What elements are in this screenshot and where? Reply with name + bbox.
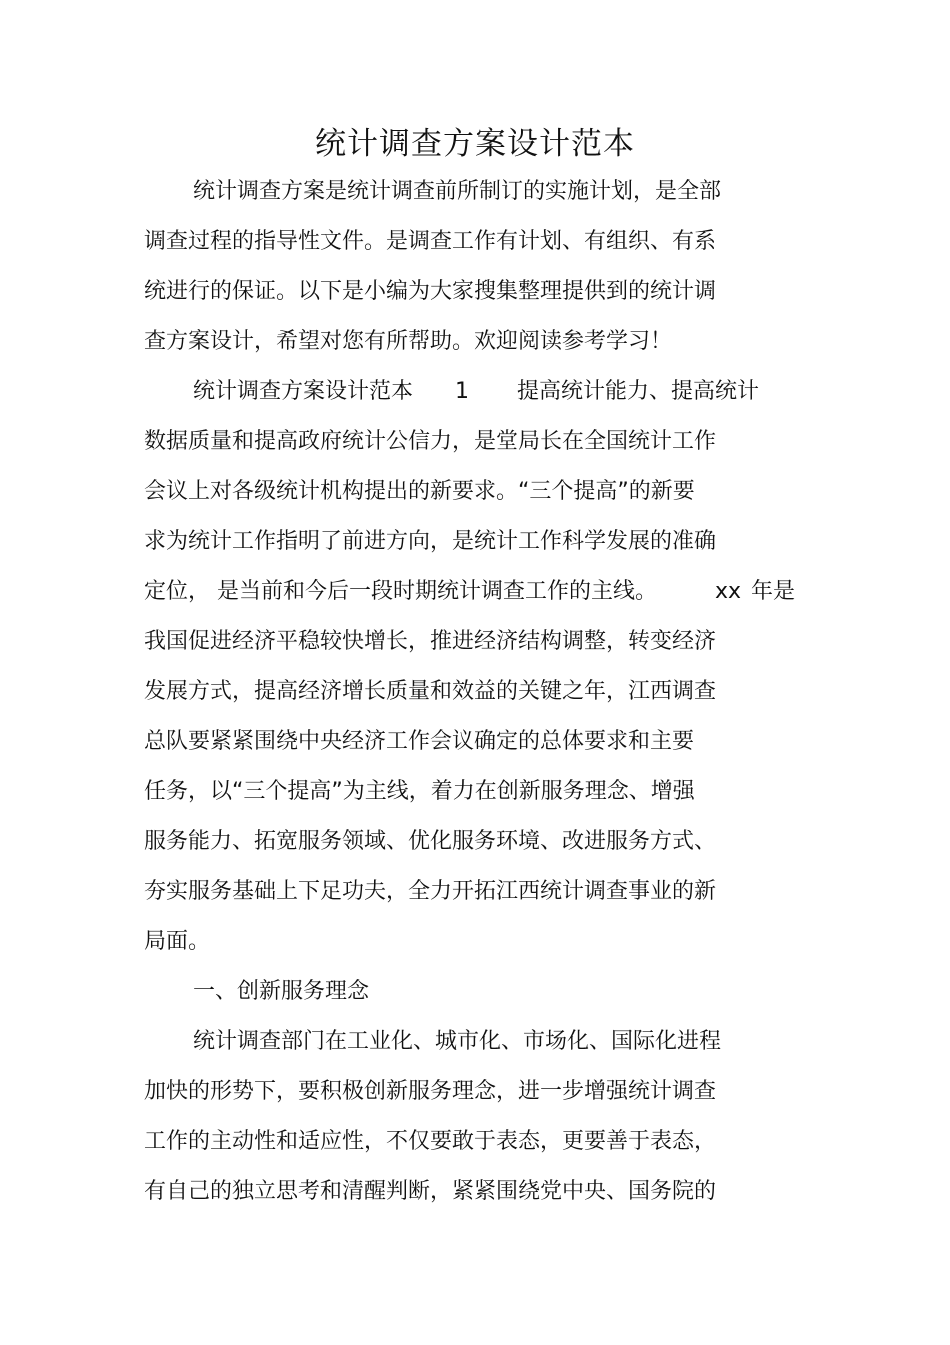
intro-line-3: 统进行的保证。以下是小编为大家搜集整理提供到的统计调 [144, 279, 717, 304]
section-line-1: 统计调查部门在工业化、城市化、市场化、国际化进程 [193, 1029, 722, 1054]
sample-heading-line [193, 377, 759, 407]
sample-line-6: 总队要紧紧围绕中央经济工作会议确定的总体要求和主要 [144, 729, 695, 754]
xx-year-line [144, 577, 795, 607]
section-heading: 一、创新服务理念 [193, 979, 370, 1004]
section-line-2: 加快的形势下，要积极创新服务理念，进一步增强统计调查 [144, 1079, 717, 1104]
section-line-3: 工作的主动性和适应性，不仅要敢于表态，更要善于表态， [144, 1129, 717, 1154]
xx-line-after: 年是 [751, 579, 796, 604]
sample-line-9: 夯实服务基础上下足功夫，全力开拓江西统计调查事业的新 [144, 879, 717, 904]
sample-line-3: 求为统计工作指明了前进方向，是统计工作科学发展的准确 [144, 529, 717, 554]
xx-line-before: 定位， 是当前和今后一段时期统计调查工作的主线。 [144, 579, 657, 604]
sample-heading-label: 统计调查方案设计范本 [193, 379, 414, 404]
sample-heading-number: 1 [455, 379, 470, 404]
xx-placeholder: xx [715, 579, 742, 604]
intro-line-4: 查方案设计，希望对您有所帮助。欢迎阅读参考学习！ [144, 329, 673, 354]
sample-line-5: 发展方式，提高经济增长质量和效益的关键之年，江西调查 [144, 679, 717, 704]
sample-line-1: 数据质量和提高政府统计公信力，是堂局长在全国统计工作 [144, 429, 717, 454]
section-line-4: 有自己的独立思考和清醒判断，紧紧围绕党中央、国务院的 [144, 1179, 717, 1204]
sample-heading-rest: 提高统计能力、提高统计 [517, 379, 760, 404]
intro-line-2: 调查过程的指导性文件。是调查工作有计划、有组织、有系 [144, 229, 717, 254]
document-title: 统计调查方案设计范本 [315, 126, 635, 162]
intro-line-1: 统计调查方案是统计调查前所制订的实施计划，是全部 [193, 179, 722, 204]
sample-line-10: 局面。 [144, 929, 211, 954]
sample-line-4: 我国促进经济平稳较快增长，推进经济结构调整，转变经济 [144, 629, 717, 654]
sample-line-8: 服务能力、拓宽服务领域、优化服务环境、改进服务方式、 [144, 829, 717, 854]
sample-line-2: 会议上对各级统计机构提出的新要求。“三个提高”的新要 [144, 479, 695, 504]
sample-line-7: 任务，以“三个提高”为主线，着力在创新服务理念、增强 [144, 779, 695, 804]
